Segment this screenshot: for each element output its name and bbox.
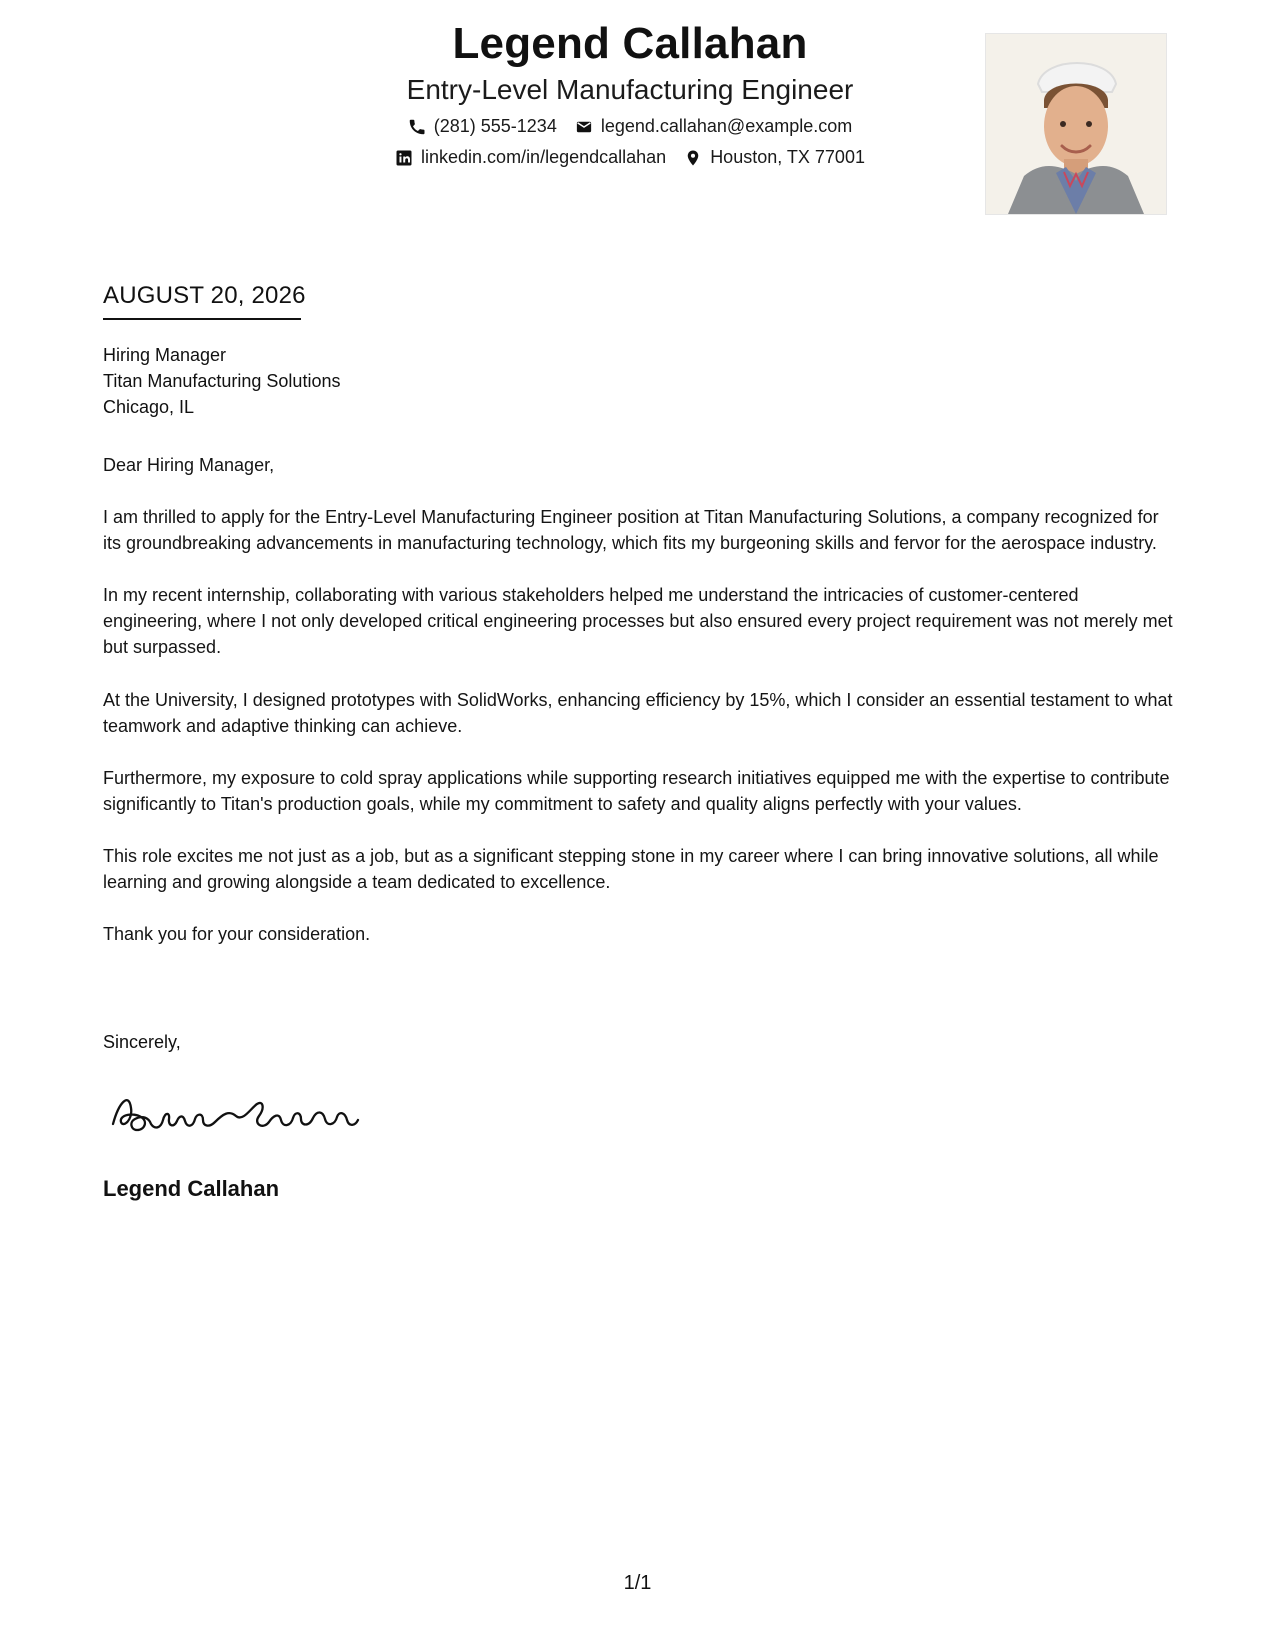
- location-text: Houston, TX 77001: [710, 147, 865, 168]
- profile-photo: [985, 33, 1167, 215]
- recipient-line-1: Hiring Manager: [103, 345, 227, 365]
- recipient-block: [103, 342, 1163, 420]
- paragraph-6: Thank you for your consideration.: [103, 924, 371, 945]
- paragraph-1: I am thrilled to apply for the Entry-Level Manufacturing Engineer position at Titan Manufacturing Solutions, a company recognized for its groundbreaking advancements in manufacturing technology, which fits my burgeoning skills and fervor for the aerospace industry.: [103, 507, 1159, 554]
- linkedin-contact[interactable]: [395, 147, 666, 168]
- paragraph-4: Furthermore, my exposure to cold spray applications while supporting research initiatives equipped me with the expertise to contribute significantly to Titan's production goals, while my commitment to safety and quality aligns perfectly with your values.: [103, 767, 1170, 814]
- applicant-title: Entry-Level Manufacturing Engineer: [406, 74, 854, 106]
- header: [270, 20, 990, 168]
- paragraph-2: In my recent internship, collaborating with various stakeholders helped me understand the intricacies of customer-centered engineering, where I not only developed critical engineering processes but also ensured every project requirement was not merely met but surpassed.: [103, 585, 1173, 658]
- recipient-line-2: Titan Manufacturing Solutions: [103, 371, 341, 392]
- date-underline: [103, 318, 301, 320]
- signed-name: Legend Callahan: [103, 1176, 280, 1201]
- salutation: Dear Hiring Manager,: [103, 455, 275, 475]
- letter-body: [103, 452, 1173, 973]
- phone-text: (281) 555-1234: [433, 116, 557, 137]
- signature-image: [103, 1082, 363, 1142]
- phone-contact: [408, 116, 557, 137]
- paragraph-5: This role excites me not just as a job, but as a significant stepping stone in my career where I can bring innovative solutions, all while learning and growing alongside a team dedicated to excellence.: [103, 845, 1159, 893]
- applicant-name: Legend Callahan: [452, 19, 808, 68]
- email-contact[interactable]: [575, 116, 852, 137]
- linkedin-text[interactable]: linkedin.com/in/legendcallahan: [421, 147, 667, 168]
- email-text[interactable]: legend.callahan@example.com: [600, 116, 853, 137]
- contact-row-1: [270, 116, 990, 137]
- avatar-illustration: [986, 34, 1166, 214]
- contact-row-2: [270, 147, 990, 168]
- location-contact: [684, 147, 865, 168]
- paragraph-3: At the University, I designed prototypes with SolidWorks, enhancing efficiency by 15%, which I consider an essential testament to what teamwork and adaptive thinking can achieve.: [103, 689, 1173, 736]
- page-number: 1/1: [623, 1572, 652, 1594]
- closing-text: Sincerely,: [103, 1032, 181, 1052]
- phone-icon: [408, 118, 426, 136]
- envelope-icon: [575, 118, 593, 136]
- location-pin-icon: [684, 149, 702, 167]
- recipient-line-3: Chicago, IL: [103, 397, 195, 418]
- letter-date: AUGUST 20, 2026: [103, 282, 306, 309]
- linkedin-icon: [395, 149, 413, 167]
